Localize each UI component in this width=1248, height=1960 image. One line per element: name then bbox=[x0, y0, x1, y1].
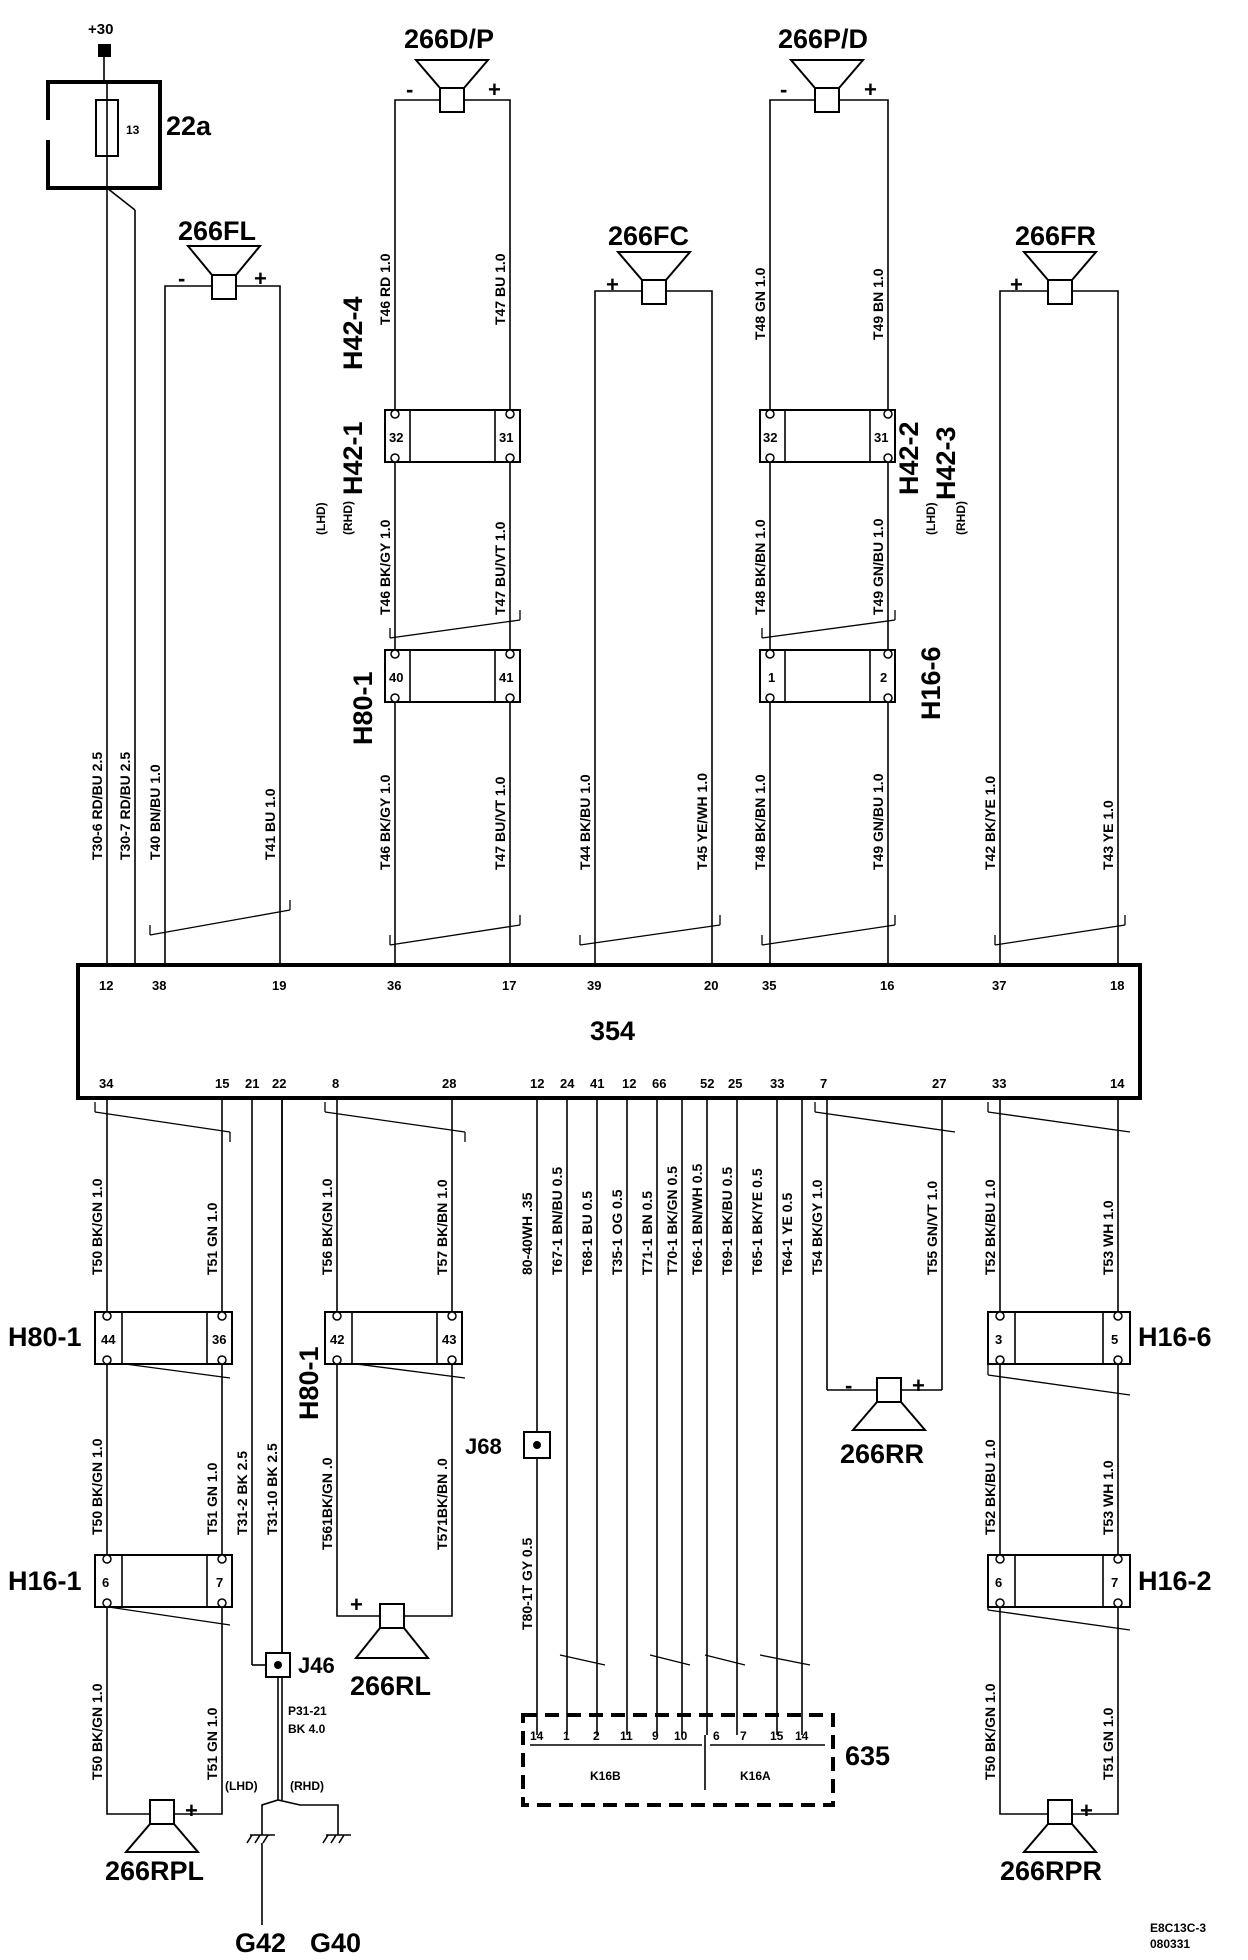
connector-h16-2 bbox=[988, 1555, 1212, 1607]
speaker-label-266rr: 266RR bbox=[840, 1439, 925, 1469]
pin-number: 7 bbox=[820, 1076, 828, 1091]
wire-label: T48 BK/BN 1.0 bbox=[752, 774, 768, 870]
wire-label: BK 4.0 bbox=[288, 1722, 326, 1736]
label-h16-1: H16-1 bbox=[8, 1566, 82, 1596]
wire-label: T46 RD 1.0 bbox=[377, 253, 393, 325]
label-h16-2: H16-2 bbox=[1138, 1566, 1212, 1596]
pin-number: 25 bbox=[728, 1076, 743, 1091]
speaker-266fr bbox=[1000, 221, 1118, 304]
pin-number: 6 bbox=[713, 1729, 720, 1743]
pin-number: 9 bbox=[652, 1729, 659, 1743]
wire-label: P31-21 bbox=[288, 1704, 327, 1718]
plus-sign: + bbox=[488, 77, 501, 102]
pin-number: 11 bbox=[620, 1729, 633, 1743]
plus-sign: + bbox=[864, 77, 877, 102]
pin-number: 20 bbox=[704, 978, 719, 993]
wire-label: T49 BN 1.0 bbox=[870, 268, 886, 340]
pin-number: 12 bbox=[99, 978, 114, 993]
pin-2: 2 bbox=[880, 670, 888, 685]
label-h80-1-top: H80-1 bbox=[348, 671, 378, 745]
wire-label: T40 BN/BU 1.0 bbox=[147, 764, 163, 860]
label-j46: J46 bbox=[298, 1653, 335, 1678]
pin-number: 16 bbox=[880, 978, 895, 993]
qualifier-rhd: (RHD) bbox=[954, 501, 968, 535]
pin-number: 41 bbox=[590, 1076, 605, 1091]
pin-number: 66 bbox=[652, 1076, 667, 1091]
wire-label: T69-1 BK/BU 0.5 bbox=[719, 1166, 735, 1275]
pin-6: 6 bbox=[995, 1575, 1003, 1590]
wire-label: T35-1 OG 0.5 bbox=[609, 1189, 625, 1275]
pin-number: 17 bbox=[502, 978, 517, 993]
pin-40: 40 bbox=[389, 670, 404, 685]
pin-number: 37 bbox=[992, 978, 1007, 993]
wire-label: T55 GN/VT 1.0 bbox=[924, 1180, 940, 1275]
speaker-label-266dp: 266D/P bbox=[404, 24, 495, 54]
pin-31: 31 bbox=[499, 430, 514, 445]
pin-6: 6 bbox=[102, 1575, 110, 1590]
pin-number: 35 bbox=[762, 978, 777, 993]
wire-label: T30-7 RD/BU 2.5 bbox=[117, 751, 133, 860]
wire-label: T30-6 RD/BU 2.5 bbox=[89, 751, 105, 860]
connector-h80-1-top bbox=[385, 650, 520, 702]
wire-label: T47 BU 1.0 bbox=[492, 253, 508, 325]
label-h16-6-top: H16-6 bbox=[916, 646, 946, 720]
plus-sign: + bbox=[1010, 272, 1023, 297]
connector-h16-6-top bbox=[760, 650, 895, 702]
speaker-266rpl bbox=[105, 1798, 222, 1886]
pin-number: 33 bbox=[770, 1076, 785, 1091]
speaker-label-266fc: 266FC bbox=[608, 221, 690, 251]
wire-label: T50 BK/GN 1.0 bbox=[982, 1683, 998, 1780]
wire-label: T51 GN 1.0 bbox=[1100, 1707, 1116, 1780]
label-k16a: K16A bbox=[740, 1769, 771, 1783]
module-354 bbox=[78, 965, 1140, 1098]
speaker-266fl bbox=[165, 216, 280, 299]
pin-43: 43 bbox=[442, 1332, 457, 1347]
label-h80-1-mid: H80-1 bbox=[294, 1346, 324, 1420]
speaker-label-266rpl: 266RPL bbox=[105, 1856, 205, 1886]
module-label: 354 bbox=[590, 1016, 636, 1046]
pin-number: 1 bbox=[563, 1729, 570, 1743]
wire-label: T50 BK/GN 1.0 bbox=[89, 1683, 105, 1780]
wire-label: T52 BK/BU 1.0 bbox=[982, 1179, 998, 1275]
fuse-box bbox=[48, 21, 212, 210]
wire-label: T571BK/BN .0 bbox=[434, 1458, 450, 1550]
wire-label: T53 WH 1.0 bbox=[1100, 1200, 1116, 1275]
speaker-266rr bbox=[827, 1373, 942, 1469]
plus-sign: + bbox=[254, 266, 267, 291]
speaker-266pd bbox=[770, 24, 888, 112]
wire-label: T49 GN/BU 1.0 bbox=[870, 773, 886, 870]
label-635: 635 bbox=[845, 1741, 891, 1771]
supply-label: +30 bbox=[88, 21, 114, 38]
wire-label: T44 BK/BU 1.0 bbox=[577, 774, 593, 870]
minus-sign: - bbox=[780, 77, 788, 102]
pin-number: 52 bbox=[700, 1076, 715, 1091]
qualifier-lhd: (LHD) bbox=[924, 502, 938, 535]
wire-label: T48 GN 1.0 bbox=[752, 267, 768, 340]
pin-number: 12 bbox=[530, 1076, 545, 1091]
wire-label: T47 BU/VT 1.0 bbox=[492, 521, 508, 615]
wire-label: T31-2 BK 2.5 bbox=[234, 1450, 250, 1535]
label-h42-1: H42-1 bbox=[338, 421, 368, 495]
wire-label: T80-1T GY 0.5 bbox=[519, 1537, 535, 1630]
connector-h80-1-bottom-left bbox=[8, 1312, 232, 1364]
pin-32: 32 bbox=[763, 430, 778, 445]
pin-number: 33 bbox=[992, 1076, 1007, 1091]
speaker-266dp bbox=[395, 24, 510, 112]
pin-number: 12 bbox=[622, 1076, 637, 1091]
qualifier-lhd: (LHD) bbox=[314, 502, 328, 535]
pin-number: 28 bbox=[442, 1076, 457, 1091]
pin-41: 41 bbox=[499, 670, 514, 685]
wire-label: T48 BK/BN 1.0 bbox=[752, 519, 768, 615]
pin-36: 36 bbox=[212, 1332, 227, 1347]
minus-sign: - bbox=[845, 1373, 853, 1398]
pin-number: 34 bbox=[99, 1076, 114, 1091]
pin-number: 8 bbox=[332, 1076, 340, 1091]
fuse-label: 22a bbox=[166, 111, 212, 141]
pin-number: 10 bbox=[674, 1729, 688, 1743]
connector-h42-right bbox=[760, 410, 895, 462]
pin-32: 32 bbox=[389, 430, 404, 445]
pin-number: 27 bbox=[932, 1076, 947, 1091]
bottom-left-wires bbox=[95, 1098, 282, 1810]
pin-number: 15 bbox=[770, 1729, 784, 1743]
speaker-266rpr bbox=[1000, 1798, 1118, 1886]
wire-label: T51 GN 1.0 bbox=[204, 1202, 220, 1275]
speaker-label-266pd: 266P/D bbox=[778, 24, 869, 54]
qualifier-rhd: (RHD) bbox=[341, 501, 355, 535]
speaker-label-266fl: 266FL bbox=[178, 216, 257, 246]
wire-label: T49 GN/BU 1.0 bbox=[870, 518, 886, 615]
pin-42: 42 bbox=[330, 1332, 345, 1347]
speaker-266rl bbox=[337, 1592, 452, 1701]
qualifier-rhd: (RHD) bbox=[290, 1779, 324, 1793]
pin-1: 1 bbox=[768, 670, 776, 685]
fuse-number: 13 bbox=[126, 123, 140, 137]
wire-label: T51 GN 1.0 bbox=[204, 1707, 220, 1780]
label-h80-1-left: H80-1 bbox=[8, 1322, 82, 1352]
speaker-label-266rpr: 266RPR bbox=[1000, 1856, 1103, 1886]
minus-sign: - bbox=[406, 77, 414, 102]
footer bbox=[1150, 1921, 1206, 1951]
pin-7: 7 bbox=[1111, 1575, 1119, 1590]
pin-5: 5 bbox=[1111, 1332, 1119, 1347]
wire-label: T41 BU 1.0 bbox=[262, 788, 278, 860]
pin-number: 36 bbox=[387, 978, 402, 993]
wire-label: T66-1 BN/WH 0.5 bbox=[689, 1163, 705, 1275]
speaker-label-266fr: 266FR bbox=[1015, 221, 1097, 251]
wire-label: T54 BK/GY 1.0 bbox=[809, 1179, 825, 1275]
connector-h16-6-bottom bbox=[988, 1312, 1212, 1364]
bottom-wire-labels bbox=[89, 1163, 1119, 1780]
pin-number: 39 bbox=[587, 978, 602, 993]
label-j68: J68 bbox=[465, 1434, 502, 1459]
wire-label: T52 BK/BU 1.0 bbox=[982, 1439, 998, 1535]
wire-label: T68-1 BU 0.5 bbox=[579, 1190, 595, 1275]
wire-label: T46 BK/GY 1.0 bbox=[377, 519, 393, 615]
figure-code: E8C13C-3 bbox=[1150, 1921, 1207, 1935]
plus-sign: + bbox=[350, 1592, 363, 1617]
pin-number: 14 bbox=[1110, 1076, 1125, 1091]
twist-marks-top bbox=[150, 610, 1125, 945]
ground-g42: G42 bbox=[235, 1928, 287, 1958]
wire-label: T42 BK/YE 1.0 bbox=[982, 775, 998, 870]
wire-label: T70-1 BK/GN 0.5 bbox=[664, 1166, 680, 1275]
plus-sign: + bbox=[185, 1798, 198, 1823]
wire-label: T43 YE 1.0 bbox=[1100, 800, 1116, 870]
wire-label: T71-1 BN 0.5 bbox=[639, 1190, 655, 1275]
connector-h42-left bbox=[385, 410, 520, 462]
pin-number: 38 bbox=[152, 978, 167, 993]
ground-g40: G40 bbox=[310, 1928, 362, 1958]
connector-h80-1-bottom-mid bbox=[294, 1312, 462, 1420]
wire-label: T50 BK/GN 1.0 bbox=[89, 1178, 105, 1275]
connector-h16-1 bbox=[8, 1555, 232, 1607]
pin-number: 21 bbox=[245, 1076, 260, 1091]
plus-sign: + bbox=[1080, 1798, 1093, 1823]
minus-sign: - bbox=[178, 266, 186, 291]
pin-44: 44 bbox=[101, 1332, 116, 1347]
pin-number: 2 bbox=[593, 1729, 600, 1743]
speaker-266fc bbox=[595, 221, 712, 304]
plus-sign: + bbox=[606, 272, 619, 297]
pin-number: 15 bbox=[215, 1076, 230, 1091]
wire-label: T67-1 BN/BU 0.5 bbox=[549, 1166, 565, 1275]
pin-number: 22 bbox=[272, 1076, 287, 1091]
wire-label: T31-10 BK 2.5 bbox=[264, 1443, 280, 1535]
pin-31: 31 bbox=[874, 430, 889, 445]
qualifier-lhd: (LHD) bbox=[225, 1779, 258, 1793]
wire-label: T64-1 YE 0.5 bbox=[779, 1192, 795, 1275]
pin-number: 14 bbox=[530, 1729, 544, 1743]
label-h42-4: H42-4 bbox=[338, 296, 368, 370]
wire-label: T57 BK/BN 1.0 bbox=[434, 1179, 450, 1275]
wire-label: T46 BK/GY 1.0 bbox=[377, 774, 393, 870]
speaker-label-266rl: 266RL bbox=[350, 1671, 432, 1701]
wire-label: T47 BU/VT 1.0 bbox=[492, 776, 508, 870]
label-h42-2: H42-2 bbox=[894, 421, 924, 495]
label-h42-3: H42-3 bbox=[931, 426, 961, 500]
wire-label: T45 YE/WH 1.0 bbox=[694, 772, 710, 870]
pin-number: 19 bbox=[272, 978, 287, 993]
pin-number: 24 bbox=[560, 1076, 575, 1091]
wire-label: T65-1 BK/YE 0.5 bbox=[749, 1168, 765, 1275]
wire-label: T53 WH 1.0 bbox=[1100, 1460, 1116, 1535]
wire-label: T561BK/GN .0 bbox=[319, 1457, 335, 1550]
wire-label: T56 BK/GN 1.0 bbox=[319, 1178, 335, 1275]
figure-date: 080331 bbox=[1150, 1937, 1191, 1951]
splice-j68 bbox=[465, 1432, 550, 1459]
pin-number: 14 bbox=[795, 1729, 809, 1743]
pin-number: 7 bbox=[740, 1729, 747, 1743]
wire-label: 80-40WH .35 bbox=[519, 1192, 535, 1275]
plus-sign: + bbox=[912, 1373, 925, 1398]
wire-label: T51 GN 1.0 bbox=[204, 1462, 220, 1535]
pin-number: 18 bbox=[1110, 978, 1125, 993]
wire-label: T50 BK/GN 1.0 bbox=[89, 1438, 105, 1535]
top-wire-labels bbox=[89, 253, 1116, 870]
label-k16b: K16B bbox=[590, 1769, 621, 1783]
label-h16-6-bottom: H16-6 bbox=[1138, 1322, 1212, 1352]
pin-7: 7 bbox=[216, 1575, 224, 1590]
pin-3: 3 bbox=[995, 1332, 1003, 1347]
